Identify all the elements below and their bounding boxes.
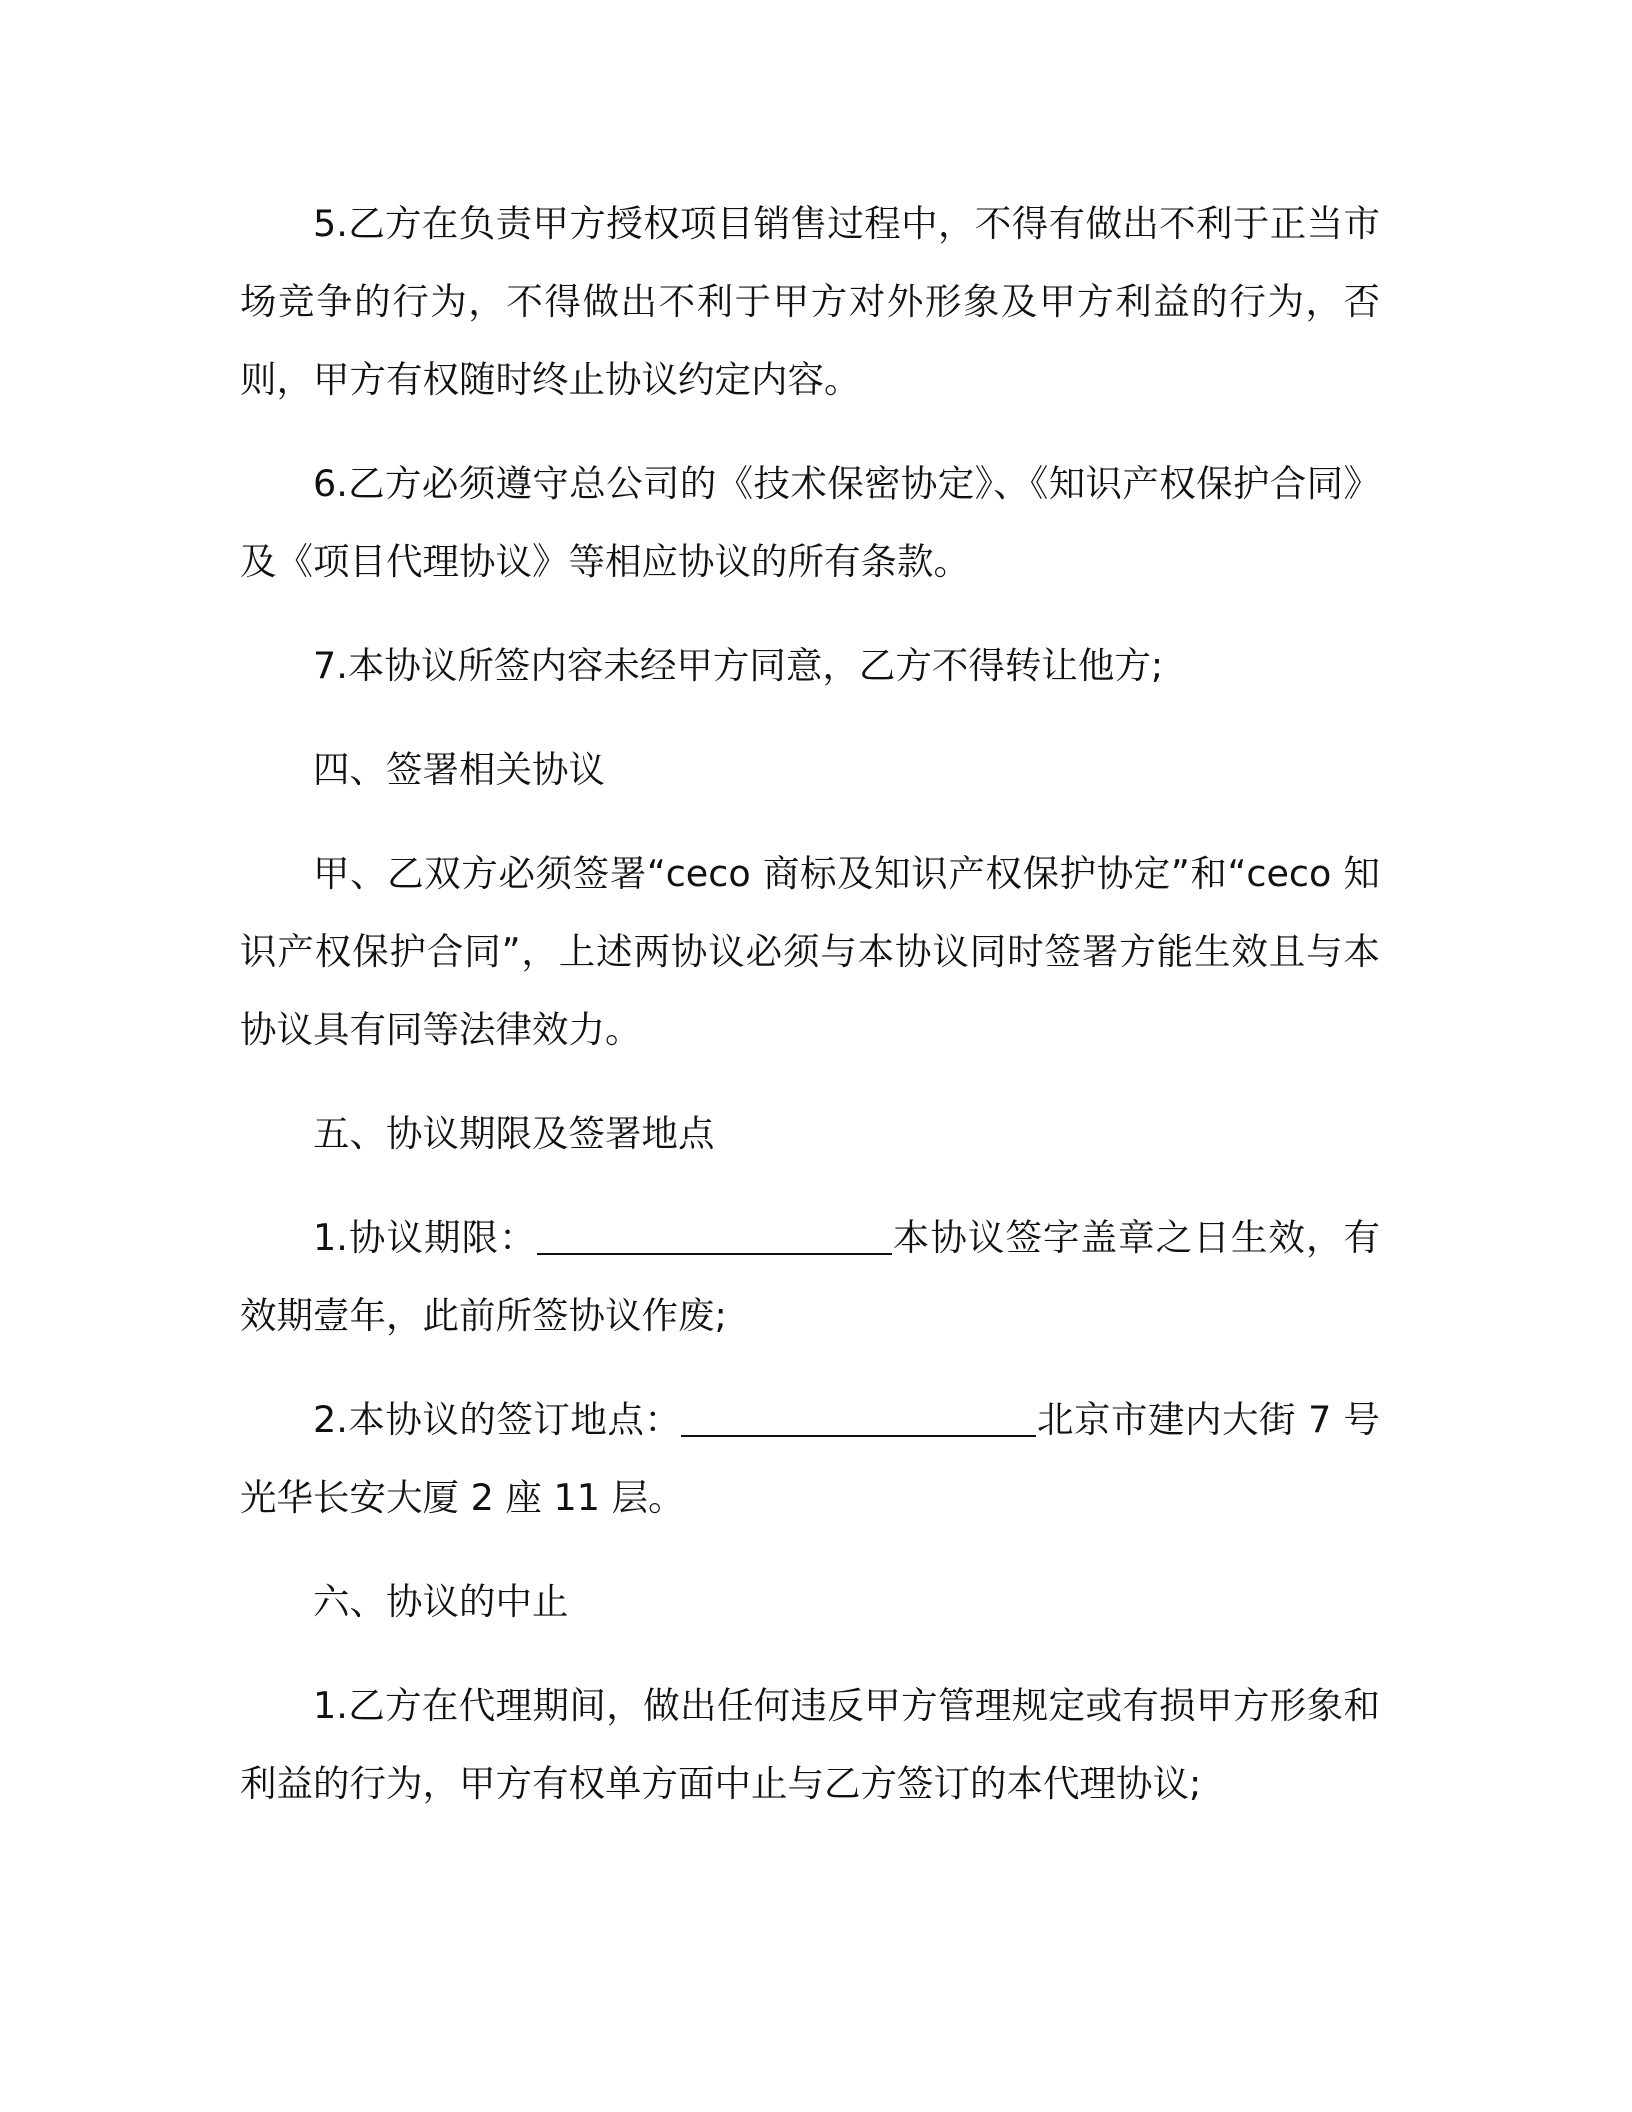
clause-5: 5.乙方在负责甲方授权项目销售过程中，不得有做出不利于正当市场竞争的行为，不得做出不利于甲方对外形象及甲方利益的行为，否则，甲方有权随时终止协议约定内容。 xyxy=(240,202,1380,401)
item-2-prefix: 2.本协议的签订地点： xyxy=(313,1398,682,1441)
document-body xyxy=(240,185,1380,1849)
blank-line xyxy=(681,1399,1036,1438)
section-4-heading: 四、签署相关协议 xyxy=(313,748,605,791)
section-5-item-1 xyxy=(240,1199,1380,1355)
section-5-heading: 五、协议期限及签署地点 xyxy=(313,1112,715,1155)
item-1-suffix: 本协议签字盖章之日生效，有效期壹年，此前所签协议作废; xyxy=(240,1216,1381,1337)
item-2-suffix: 北京市建内大街 7 号光华长安大厦 2 座 11 层。 xyxy=(240,1398,1380,1519)
clause-6: 6.乙方必须遵守总公司的《技术保密协定》、《知识产权保护合同》及《项目代理协议》等相应协议的所有条款。 xyxy=(240,462,1380,583)
blank-line xyxy=(537,1217,892,1256)
clause-7: 7.本协议所签内容未经甲方同意，乙方不得转让他方; xyxy=(313,644,1164,687)
section-6-item-1: 1.乙方在代理期间，做出任何违反甲方管理规定或有损甲方形象和利益的行为，甲方有权单方面中止与乙方签订的本代理协议; xyxy=(240,1684,1380,1805)
section-6-heading: 六、协议的中止 xyxy=(313,1580,569,1623)
item-1-prefix: 1.协议期限： xyxy=(313,1216,537,1259)
section-5-item-2 xyxy=(240,1381,1380,1537)
section-4-body: 甲、乙双方必须签署“ceco 商标及知识产权保护协定”和“ceco 知识产权保护合同”，上述两协议必须与本协议同时签署方能生效且与本协议具有同等法律效力。 xyxy=(240,852,1380,1051)
